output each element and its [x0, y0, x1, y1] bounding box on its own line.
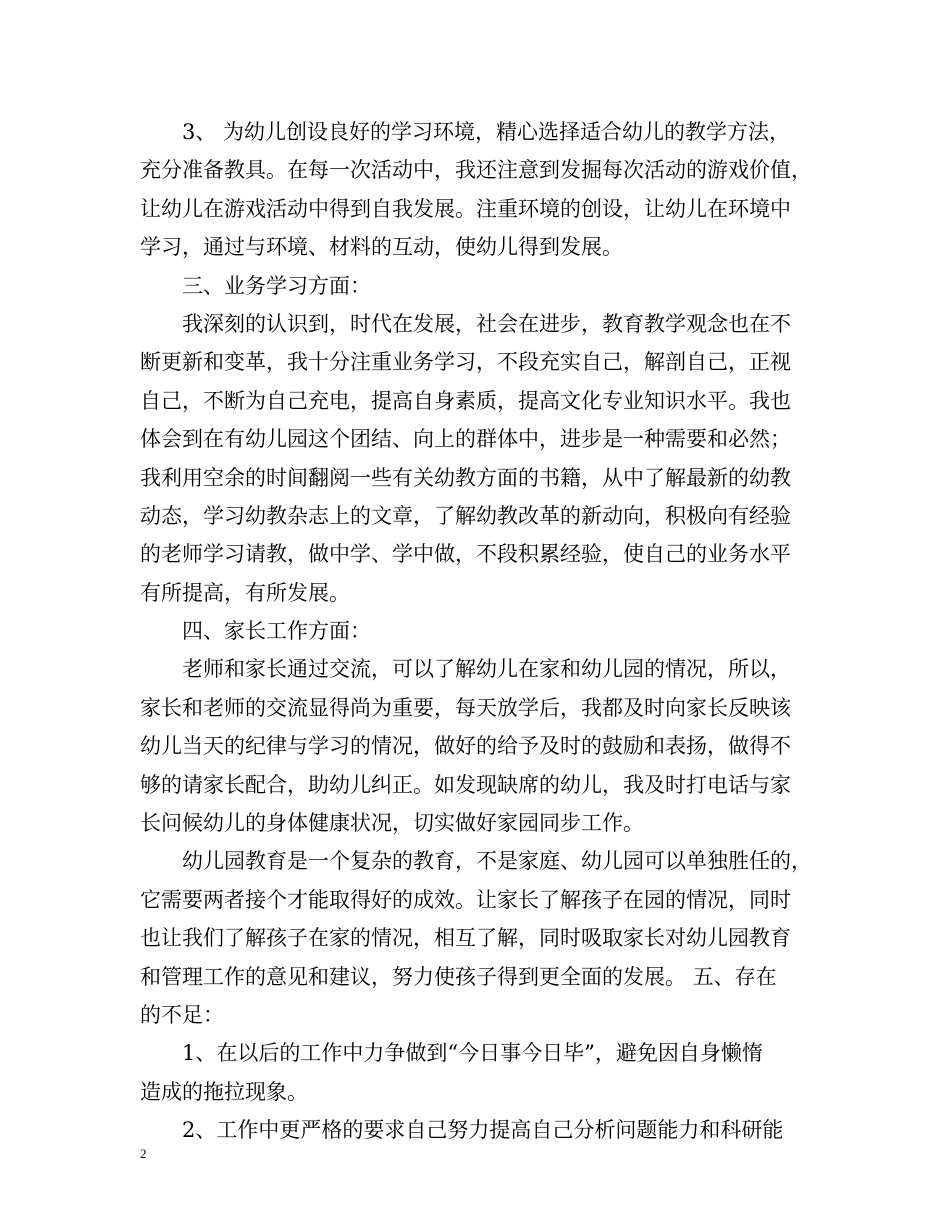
text-line: 三、业务学习方面：: [182, 273, 371, 298]
text-line: 断更新和变革，我十分注重业务学习，不段充实自己，解剖自己，正视: [140, 350, 791, 375]
text-line: 的老师学习请教，做中学、学中做，不段积累经验，使自己的业务水平: [140, 542, 791, 567]
text-line: 动态，学习幼教杂志上的文章，了解幼教改革的新动向，积极向有经验: [140, 503, 791, 528]
text-line: 幼儿当天的纪律与学习的情况，做好的给予及时的鼓励和表扬，做得不: [140, 734, 791, 759]
text-line: 充分准备教具。在每一次活动中，我还注意到发掘每次活动的游戏价值，: [140, 158, 812, 183]
text-line: 也让我们了解孩子在家的情况，相互了解，同时吸取家长对幼儿园教育: [140, 926, 791, 951]
text-line: 3、 为幼儿创设良好的学习环境，精心选择适合幼儿的教学方法，: [182, 120, 791, 144]
text-line: 我深刻的认识到，时代在发展，社会在进步，教育教学观念也在不: [182, 311, 791, 336]
text-line: 幼儿园教育是一个复杂的教育，不是家庭、幼儿园可以单独胜任的，: [182, 849, 812, 874]
text-line: 老师和家长通过交流，可以了解幼儿在家和幼儿园的情况，所以，: [182, 657, 791, 682]
text-line: 有所提高，有所发展。: [140, 580, 350, 605]
document-body: [140, 113, 830, 1150]
text-line: 家长和老师的交流显得尚为重要，每天放学后，我都及时向家长反映该: [140, 695, 791, 720]
text-line: 的不足：: [140, 1002, 224, 1027]
text-line: 四、家长工作方面：: [182, 619, 371, 644]
text-line: 学习，通过与环境、材料的互动，使幼儿得到发展。: [140, 235, 623, 260]
text-line: 自己，不断为自己充电，提高自身素质，提高文化专业知识水平。我也: [140, 388, 791, 413]
text-line: 和管理工作的意见和建议，努力使孩子得到更全面的发展。 五、存在: [140, 964, 777, 989]
text-line: 它需要两者接个才能取得好的成效。让家长了解孩子在园的情况，同时: [140, 887, 791, 912]
text-line: 造成的拖拉现象。: [140, 1079, 308, 1104]
text-line: 长问候幼儿的身体健康状况，切实做好家园同步工作。: [140, 811, 644, 836]
text-line: 我利用空余的时间翻阅一些有关幼教方面的书籍，从中了解最新的幼教: [140, 465, 791, 490]
text-line: 够的请家长配合，助幼儿纠正。如发现缺席的幼儿，我及时打电话与家: [140, 772, 791, 797]
text-line: 2、工作中更严格的要求自己努力提高自己分析问题能力和科研能: [182, 1118, 784, 1143]
text-line: 让幼儿在游戏活动中得到自我发展。注重环境的创设，让幼儿在环境中: [140, 196, 791, 221]
page-number: 2: [140, 1146, 147, 1161]
text-line: 体会到在有幼儿园这个团结、向上的群体中，进步是一种需要和必然；: [140, 427, 791, 452]
text-line: 1、在以后的工作中力争做到“今日事今日毕”，避免因自身懒惰: [182, 1041, 763, 1066]
